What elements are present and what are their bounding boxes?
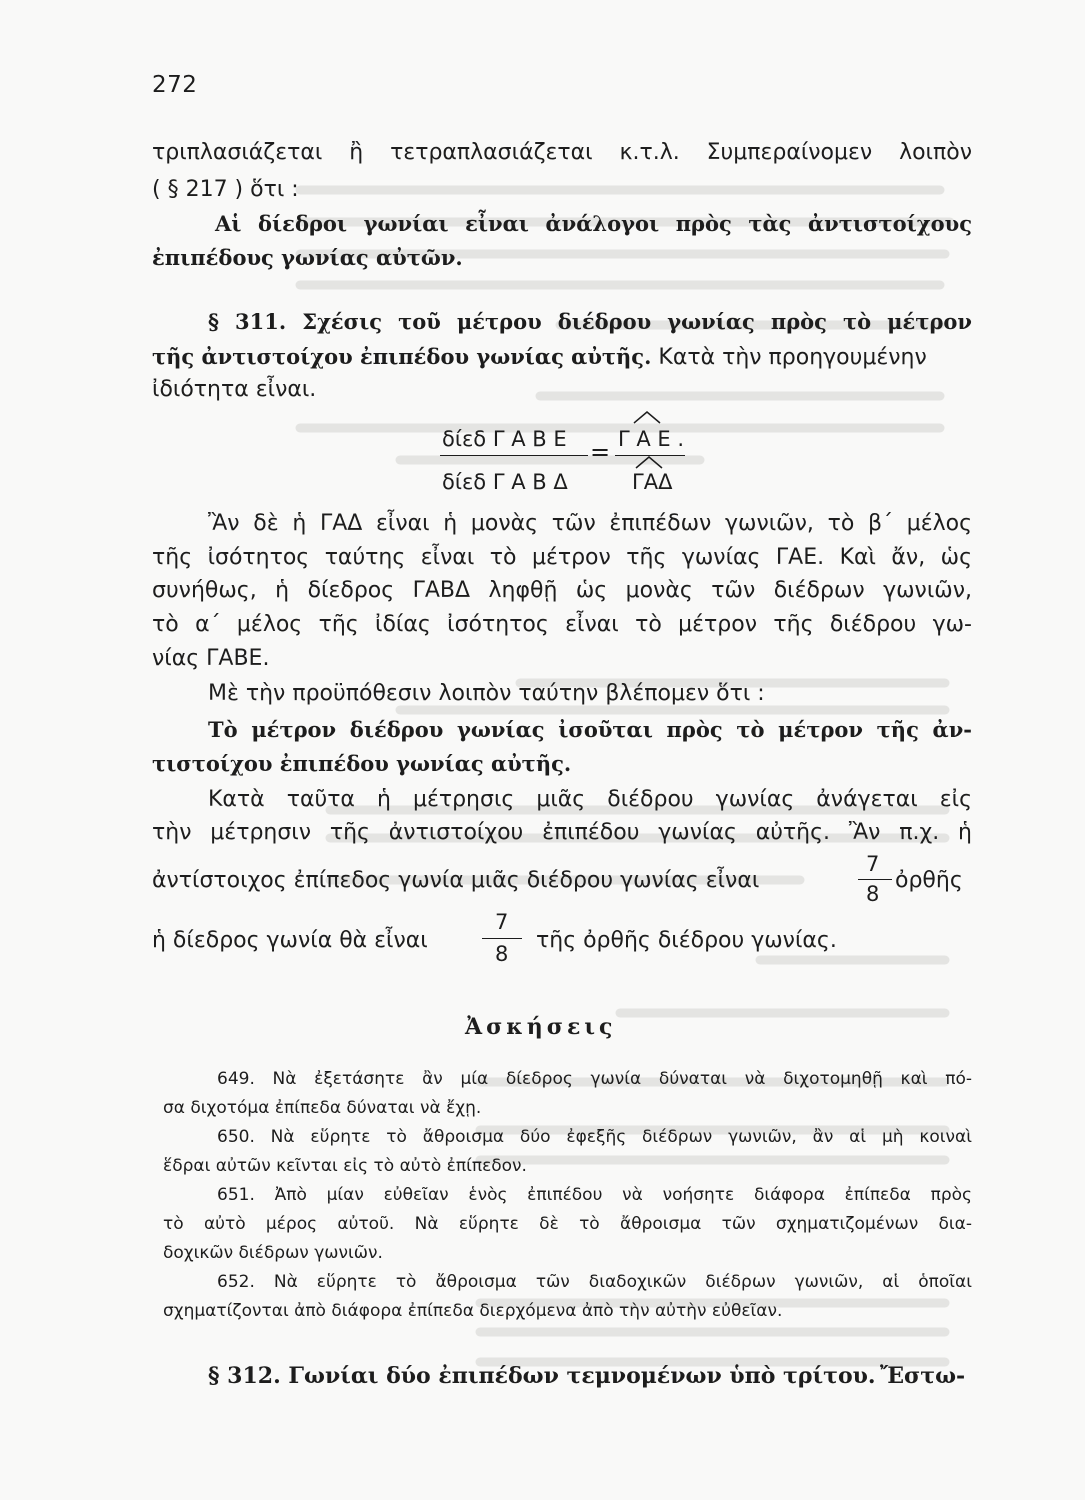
text-line: ὀρθῆς bbox=[895, 868, 963, 893]
theorem-line: Τὸ μέτρον διέδρου γωνίας ἰσοῦται πρὸς τὸ μέτρον τῆς ἀν- bbox=[208, 717, 972, 742]
exercise-649: 649. Νὰ ἐξετάσητε ἂν μία δίεδρος γωνία δύναται νὰ διχοτομηθῇ καὶ πό- bbox=[217, 1069, 972, 1089]
theorem-line: τιστοίχου ἐπιπέδου γωνίας αὐτῆς. bbox=[152, 751, 572, 776]
exercise-652-cont: σχηματίζονται ἀπὸ διάφορα ἐπίπεδα διερχόμενα ἀπὸ τὴν αὐτὴν εὐθεῖαν. bbox=[163, 1301, 783, 1321]
exercise-651-cont: δοχικῶν διέδρων γωνιῶν. bbox=[163, 1243, 383, 1263]
equation-numerator-left: δίεδ Γ Α Β Ε bbox=[442, 427, 567, 451]
text-line: Κατὰ ταῦτα ἡ μέτρησις μιᾶς διέδρου γωνίας ἀνάγεται εἰς bbox=[208, 787, 972, 812]
section-311-text: Κατὰ τὴν προηγουμένην bbox=[651, 345, 927, 370]
equation-fraction-bar-left bbox=[440, 455, 588, 456]
section-311-title-end: τῆς ἀντιστοίχου ἐπιπέδου γωνίας αὐτῆς. bbox=[152, 344, 652, 369]
text-line: τὸ α΄ μέλος τῆς ἰδίας ἰσότητος εἶναι τὸ μέτρον τῆς διέδρου γω- bbox=[152, 612, 972, 637]
theorem-line: ἐπιπέδους γωνίας αὐτῶν. bbox=[152, 245, 463, 270]
text-line: τῆς ὀρθῆς διέδρου γωνίας. bbox=[536, 928, 837, 953]
angle-arc-icon bbox=[634, 454, 664, 470]
text-line: Ἂν δὲ ἡ ΓΑΔ εἶναι ἡ μονὰς τῶν ἐπιπέδων γωνιῶν, τὸ β΄ μέλος bbox=[208, 511, 972, 536]
fraction-denominator: 8 bbox=[866, 882, 880, 906]
section-311-heading: § 311. Σχέσις τοῦ μέτρου διέδρου γωνίας πρὸς τὸ μέτρον bbox=[208, 309, 972, 334]
fraction-numerator: 7 bbox=[866, 852, 880, 876]
text-line: ἡ δίεδρος γωνία θὰ εἶναι bbox=[152, 928, 428, 953]
text-line: ( § 217 ) ὅτι : bbox=[152, 177, 299, 202]
text-line: τριπλασιάζεται ἢ τετραπλασιάζεται κ.τ.λ. Συμπεραίνομεν λοιπὸν bbox=[152, 140, 972, 165]
exercise-650-cont: ἕδραι αὐτῶν κεῖνται εἰς τὸ αὐτὸ ἐπίπεδον. bbox=[163, 1156, 527, 1176]
exercise-649-cont: σα διχοτόμα ἐπίπεδα δύναται νὰ ἔχῃ. bbox=[163, 1098, 482, 1118]
theorem-line: Αἱ δίεδροι γωνίαι εἶναι ἀνάλογοι πρὸς τὰς ἀντιστοίχους bbox=[215, 211, 972, 236]
equation-numerator-right: Γ Α Ε . bbox=[618, 427, 685, 451]
page-number: 272 bbox=[152, 72, 198, 98]
section-312-text: Ἔστω- bbox=[880, 1363, 966, 1389]
text-line: Μὲ τὴν προϋπόθεσιν λοιπὸν ταύτην βλέπομεν ὅτι : bbox=[208, 681, 765, 706]
equation-equals: = bbox=[590, 438, 611, 466]
fraction-denominator: 8 bbox=[495, 942, 509, 966]
exercise-651: 651. Ἀπὸ μίαν εὐθεῖαν ἑνὸς ἐπιπέδου νὰ νοήσητε διάφορα ἐπίπεδα πρὸς bbox=[217, 1185, 972, 1205]
text-line: ἀντίστοιχος ἐπίπεδος γωνία μιᾶς διέδρου γωνίας εἶναι bbox=[152, 868, 760, 893]
fraction-numerator: 7 bbox=[495, 910, 509, 934]
text-line: ἰδιότητα εἶναι. bbox=[152, 377, 317, 402]
equation-denominator-left: δίεδ Γ Α Β Δ bbox=[442, 470, 568, 494]
fraction-bar bbox=[858, 879, 892, 880]
exercise-650: 650. Νὰ εὕρητε τὸ ἄθροισμα δύο ἐφεξῆς διέδρων γωνιῶν, ἂν αἱ μὴ κοιναὶ bbox=[217, 1127, 972, 1147]
text-line: τὴν μέτρησιν τῆς ἀντιστοίχου ἐπιπέδου γωνίας αὐτῆς. Ἂν π.χ. ἡ bbox=[152, 820, 972, 845]
text-line: νίας ΓΑΒΕ. bbox=[152, 646, 270, 671]
equation-denominator-right: ΓΑΔ bbox=[632, 470, 673, 494]
section-312-heading: § 312. Γωνίαι δύο ἐπιπέδων τεμνομένων ὑπὸ τρίτου. bbox=[208, 1363, 876, 1389]
exercise-651-cont: τὸ αὐτὸ μέρος αὐτοῦ. Νὰ εὕρητε δὲ τὸ ἄθροισμα τῶν σχηματιζομένων δια- bbox=[163, 1214, 972, 1234]
exercise-652: 652. Νὰ εὕρητε τὸ ἄθροισμα τῶν διαδοχικῶν διέδρων γωνιῶν, αἱ ὁποῖαι bbox=[217, 1272, 972, 1292]
text-line: συνήθως, ἡ δίεδρος ΓΑΒΔ ληφθῇ ὡς μονὰς τῶν διέδρων γωνιῶν, bbox=[152, 578, 972, 603]
text-line bbox=[152, 344, 972, 370]
text-line: τῆς ἰσότητος ταύτης εἶναι τὸ μέτρον τῆς γωνίας ΓΑΕ. Καὶ ἄν, ὡς bbox=[152, 545, 972, 570]
exercises-heading: Ἀσκήσεις bbox=[465, 1014, 617, 1040]
fraction-bar bbox=[482, 938, 522, 939]
angle-arc-icon bbox=[632, 409, 662, 425]
